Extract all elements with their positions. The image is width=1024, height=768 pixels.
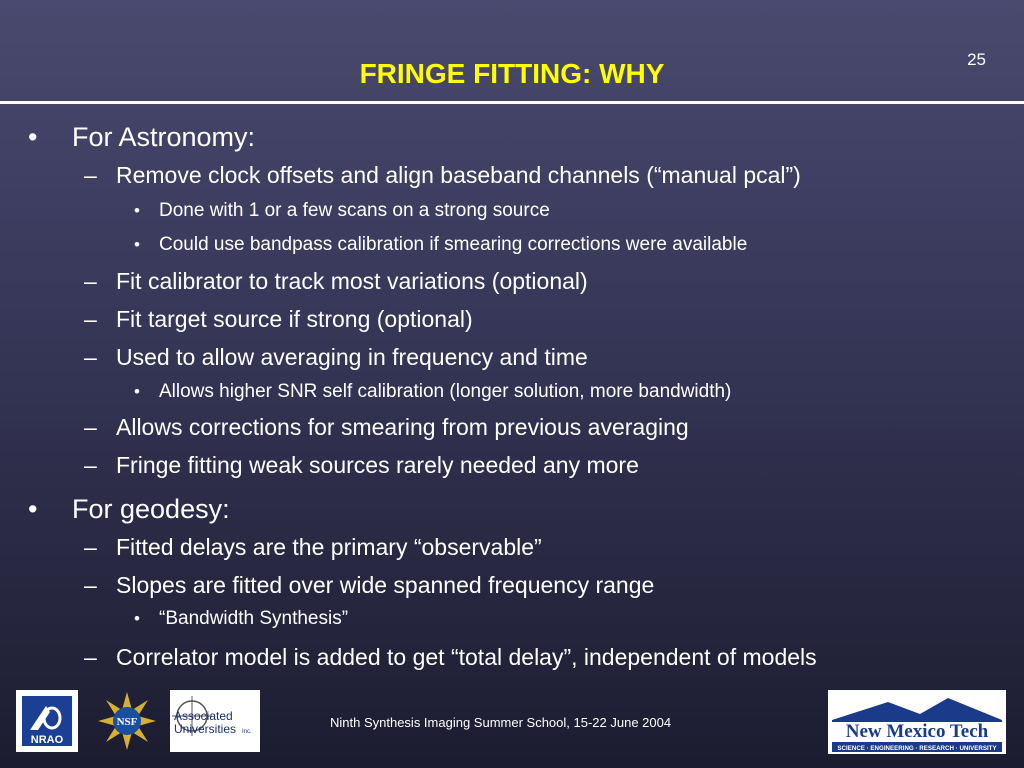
nsf-logo bbox=[96, 690, 158, 752]
slide-number: 25 bbox=[967, 50, 986, 69]
footer-text: Ninth Synthesis Imaging Summer School, 15-22 June 2004 bbox=[330, 715, 672, 730]
bullet-text: Slopes are fitted over wide spanned frequency range bbox=[116, 572, 655, 598]
aui-line1: Associated bbox=[174, 709, 233, 723]
dash-marker: – bbox=[84, 268, 97, 294]
bullet-text: Done with 1 or a few scans on a strong source bbox=[159, 200, 550, 221]
dash-marker: – bbox=[84, 452, 97, 478]
dash-marker: – bbox=[84, 414, 97, 440]
bullet-text: Allows higher SNR self calibration (longer solution, more bandwidth) bbox=[159, 381, 732, 402]
bullet-item-level-1 bbox=[0, 494, 230, 525]
bullet-item-level-3 bbox=[0, 234, 747, 256]
bullet-text: Remove clock offsets and align baseband channels (“manual pcal”) bbox=[116, 162, 801, 188]
dash-marker: – bbox=[84, 644, 97, 670]
bullet-text: Fringe fitting weak sources rarely needed any more bbox=[116, 452, 639, 478]
bullet-item-level-2 bbox=[0, 306, 473, 333]
nrao-logo-text: NRAO bbox=[30, 734, 64, 746]
dash-marker: – bbox=[84, 344, 97, 370]
aui-suffix: Inc. bbox=[242, 729, 252, 735]
bullet-marker: • bbox=[134, 609, 140, 628]
bullet-text: Correlator model is added to get “total delay”, independent of models bbox=[116, 644, 817, 670]
bullet-text: Used to allow averaging in frequency and time bbox=[116, 344, 588, 370]
bullet-text: Could use bandpass calibration if smearing corrections were available bbox=[159, 234, 748, 255]
bullet-item-level-2 bbox=[0, 162, 801, 189]
bullet-marker: • bbox=[134, 382, 140, 401]
bullet-item-level-2 bbox=[0, 414, 689, 441]
bullet-item-level-2 bbox=[0, 572, 654, 599]
bullet-marker: • bbox=[28, 494, 38, 524]
dash-marker: – bbox=[84, 306, 97, 332]
aui-logo bbox=[170, 690, 260, 752]
bullet-text: For Astronomy: bbox=[72, 122, 256, 152]
dash-marker: – bbox=[84, 572, 97, 598]
bullet-marker: • bbox=[134, 235, 140, 254]
bullet-item-level-1 bbox=[0, 122, 255, 153]
bullet-text: Fitted delays are the primary “observable” bbox=[116, 534, 542, 560]
bullet-item-level-2 bbox=[0, 344, 588, 371]
bullet-item-level-2 bbox=[0, 644, 817, 671]
nmt-tagline: SCIENCE · ENGINEERING · RESEARCH · UNIVERSITY bbox=[837, 745, 997, 752]
bullet-marker: • bbox=[28, 122, 38, 152]
nmt-logo bbox=[828, 690, 1006, 754]
bullet-text: Fit target source if strong (optional) bbox=[116, 306, 473, 332]
bullet-text: Fit calibrator to track most variations (optional) bbox=[116, 268, 588, 294]
bullet-item-level-3 bbox=[0, 608, 348, 630]
nmt-name: New Mexico Tech bbox=[845, 721, 989, 742]
nsf-logo-text: NSF bbox=[116, 716, 138, 728]
bullet-text: Allows corrections for smearing from previous averaging bbox=[116, 414, 689, 440]
bullet-text: “Bandwidth Synthesis” bbox=[159, 608, 349, 629]
aui-line2: Universities bbox=[174, 722, 237, 736]
bullet-item-level-2 bbox=[0, 534, 542, 561]
bullet-marker: • bbox=[134, 201, 140, 220]
bullet-item-level-3 bbox=[0, 381, 731, 403]
slide-title: FRINGE FITTING: WHY bbox=[359, 58, 665, 89]
bullet-item-level-2 bbox=[0, 268, 588, 295]
dash-marker: – bbox=[84, 162, 97, 188]
bullet-item-level-2 bbox=[0, 452, 639, 479]
dash-marker: – bbox=[84, 534, 97, 560]
bullet-item-level-3 bbox=[0, 200, 550, 222]
nrao-logo bbox=[16, 690, 78, 752]
bullet-text: For geodesy: bbox=[72, 494, 230, 524]
